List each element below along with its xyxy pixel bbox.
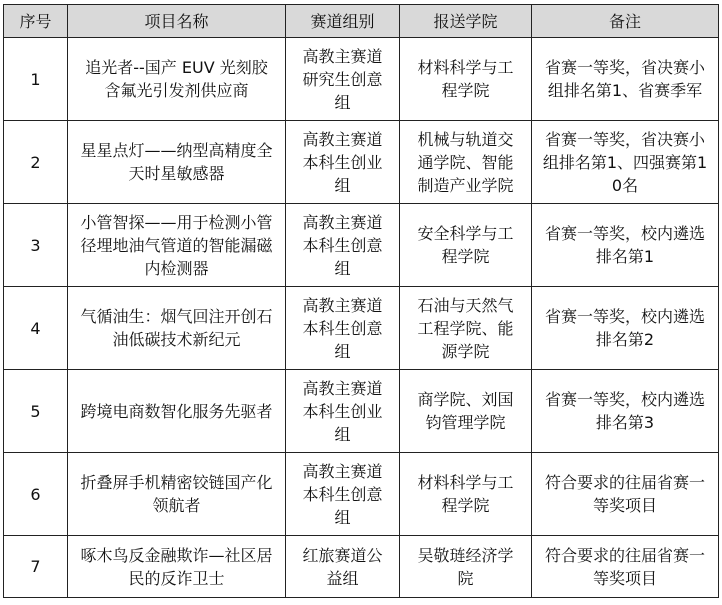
row-index: 2: [4, 121, 68, 204]
table-row: [4, 536, 719, 598]
table-row: [4, 370, 719, 453]
project-name: 小管智探——用于检测小管径埋地油气管道的智能漏磁内检测器: [68, 204, 286, 287]
row-index: 3: [4, 204, 68, 287]
college: 安全科学与工程学院: [400, 204, 532, 287]
track: 高教主赛道本科生创业组: [286, 370, 400, 453]
header-row: [4, 5, 719, 38]
table-row: [4, 38, 719, 121]
project-name: 跨境电商数智化服务先驱者: [68, 370, 286, 453]
row-index: 7: [4, 536, 68, 598]
note: 省赛一等奖，省决赛小组排名第1、省赛季军: [532, 38, 719, 121]
project-name: 折叠屏手机精密铰链国产化领航者: [68, 453, 286, 536]
row-index: 1: [4, 38, 68, 121]
table-row: [4, 287, 719, 370]
project-name: 追光者--国产 EUV 光刻胶含氟光引发剂供应商: [68, 38, 286, 121]
note: 省赛一等奖，省决赛小组排名第1、四强赛第10名: [532, 121, 719, 204]
awards-table: [3, 4, 719, 598]
college: 吴敬琏经济学院: [400, 536, 532, 598]
project-name: 气循油生：烟气回注开创石油低碳技术新纪元: [68, 287, 286, 370]
track: 高教主赛道本科生创意组: [286, 453, 400, 536]
college: 材料科学与工程学院: [400, 453, 532, 536]
table-row: [4, 453, 719, 536]
header-note: 备注: [532, 5, 719, 38]
track: 高教主赛道研究生创意组: [286, 38, 400, 121]
note: 符合要求的往届省赛一等奖项目: [532, 536, 719, 598]
header-index: 序号: [4, 5, 68, 38]
college: 机械与轨道交通学院、智能制造产业学院: [400, 121, 532, 204]
note: 符合要求的往届省赛一等奖项目: [532, 453, 719, 536]
header-project-name: 项目名称: [68, 5, 286, 38]
header-college: 报送学院: [400, 5, 532, 38]
table-row: [4, 121, 719, 204]
header-track: 赛道组别: [286, 5, 400, 38]
project-name: 星星点灯——纳型高精度全天时星敏感器: [68, 121, 286, 204]
track: 高教主赛道本科生创意组: [286, 204, 400, 287]
track: 高教主赛道本科生创意组: [286, 287, 400, 370]
row-index: 5: [4, 370, 68, 453]
college: 材料科学与工程学院: [400, 38, 532, 121]
row-index: 6: [4, 453, 68, 536]
track: 高教主赛道本科生创业组: [286, 121, 400, 204]
note: 省赛一等奖，校内遴选排名第2: [532, 287, 719, 370]
track: 红旅赛道公益组: [286, 536, 400, 598]
row-index: 4: [4, 287, 68, 370]
college: 商学院、刘国钧管理学院: [400, 370, 532, 453]
note: 省赛一等奖，校内遴选排名第3: [532, 370, 719, 453]
note: 省赛一等奖，校内遴选排名第1: [532, 204, 719, 287]
project-name: 啄木鸟反金融欺诈—社区居民的反诈卫士: [68, 536, 286, 598]
table-row: [4, 204, 719, 287]
college: 石油与天然气工程学院、能源学院: [400, 287, 532, 370]
